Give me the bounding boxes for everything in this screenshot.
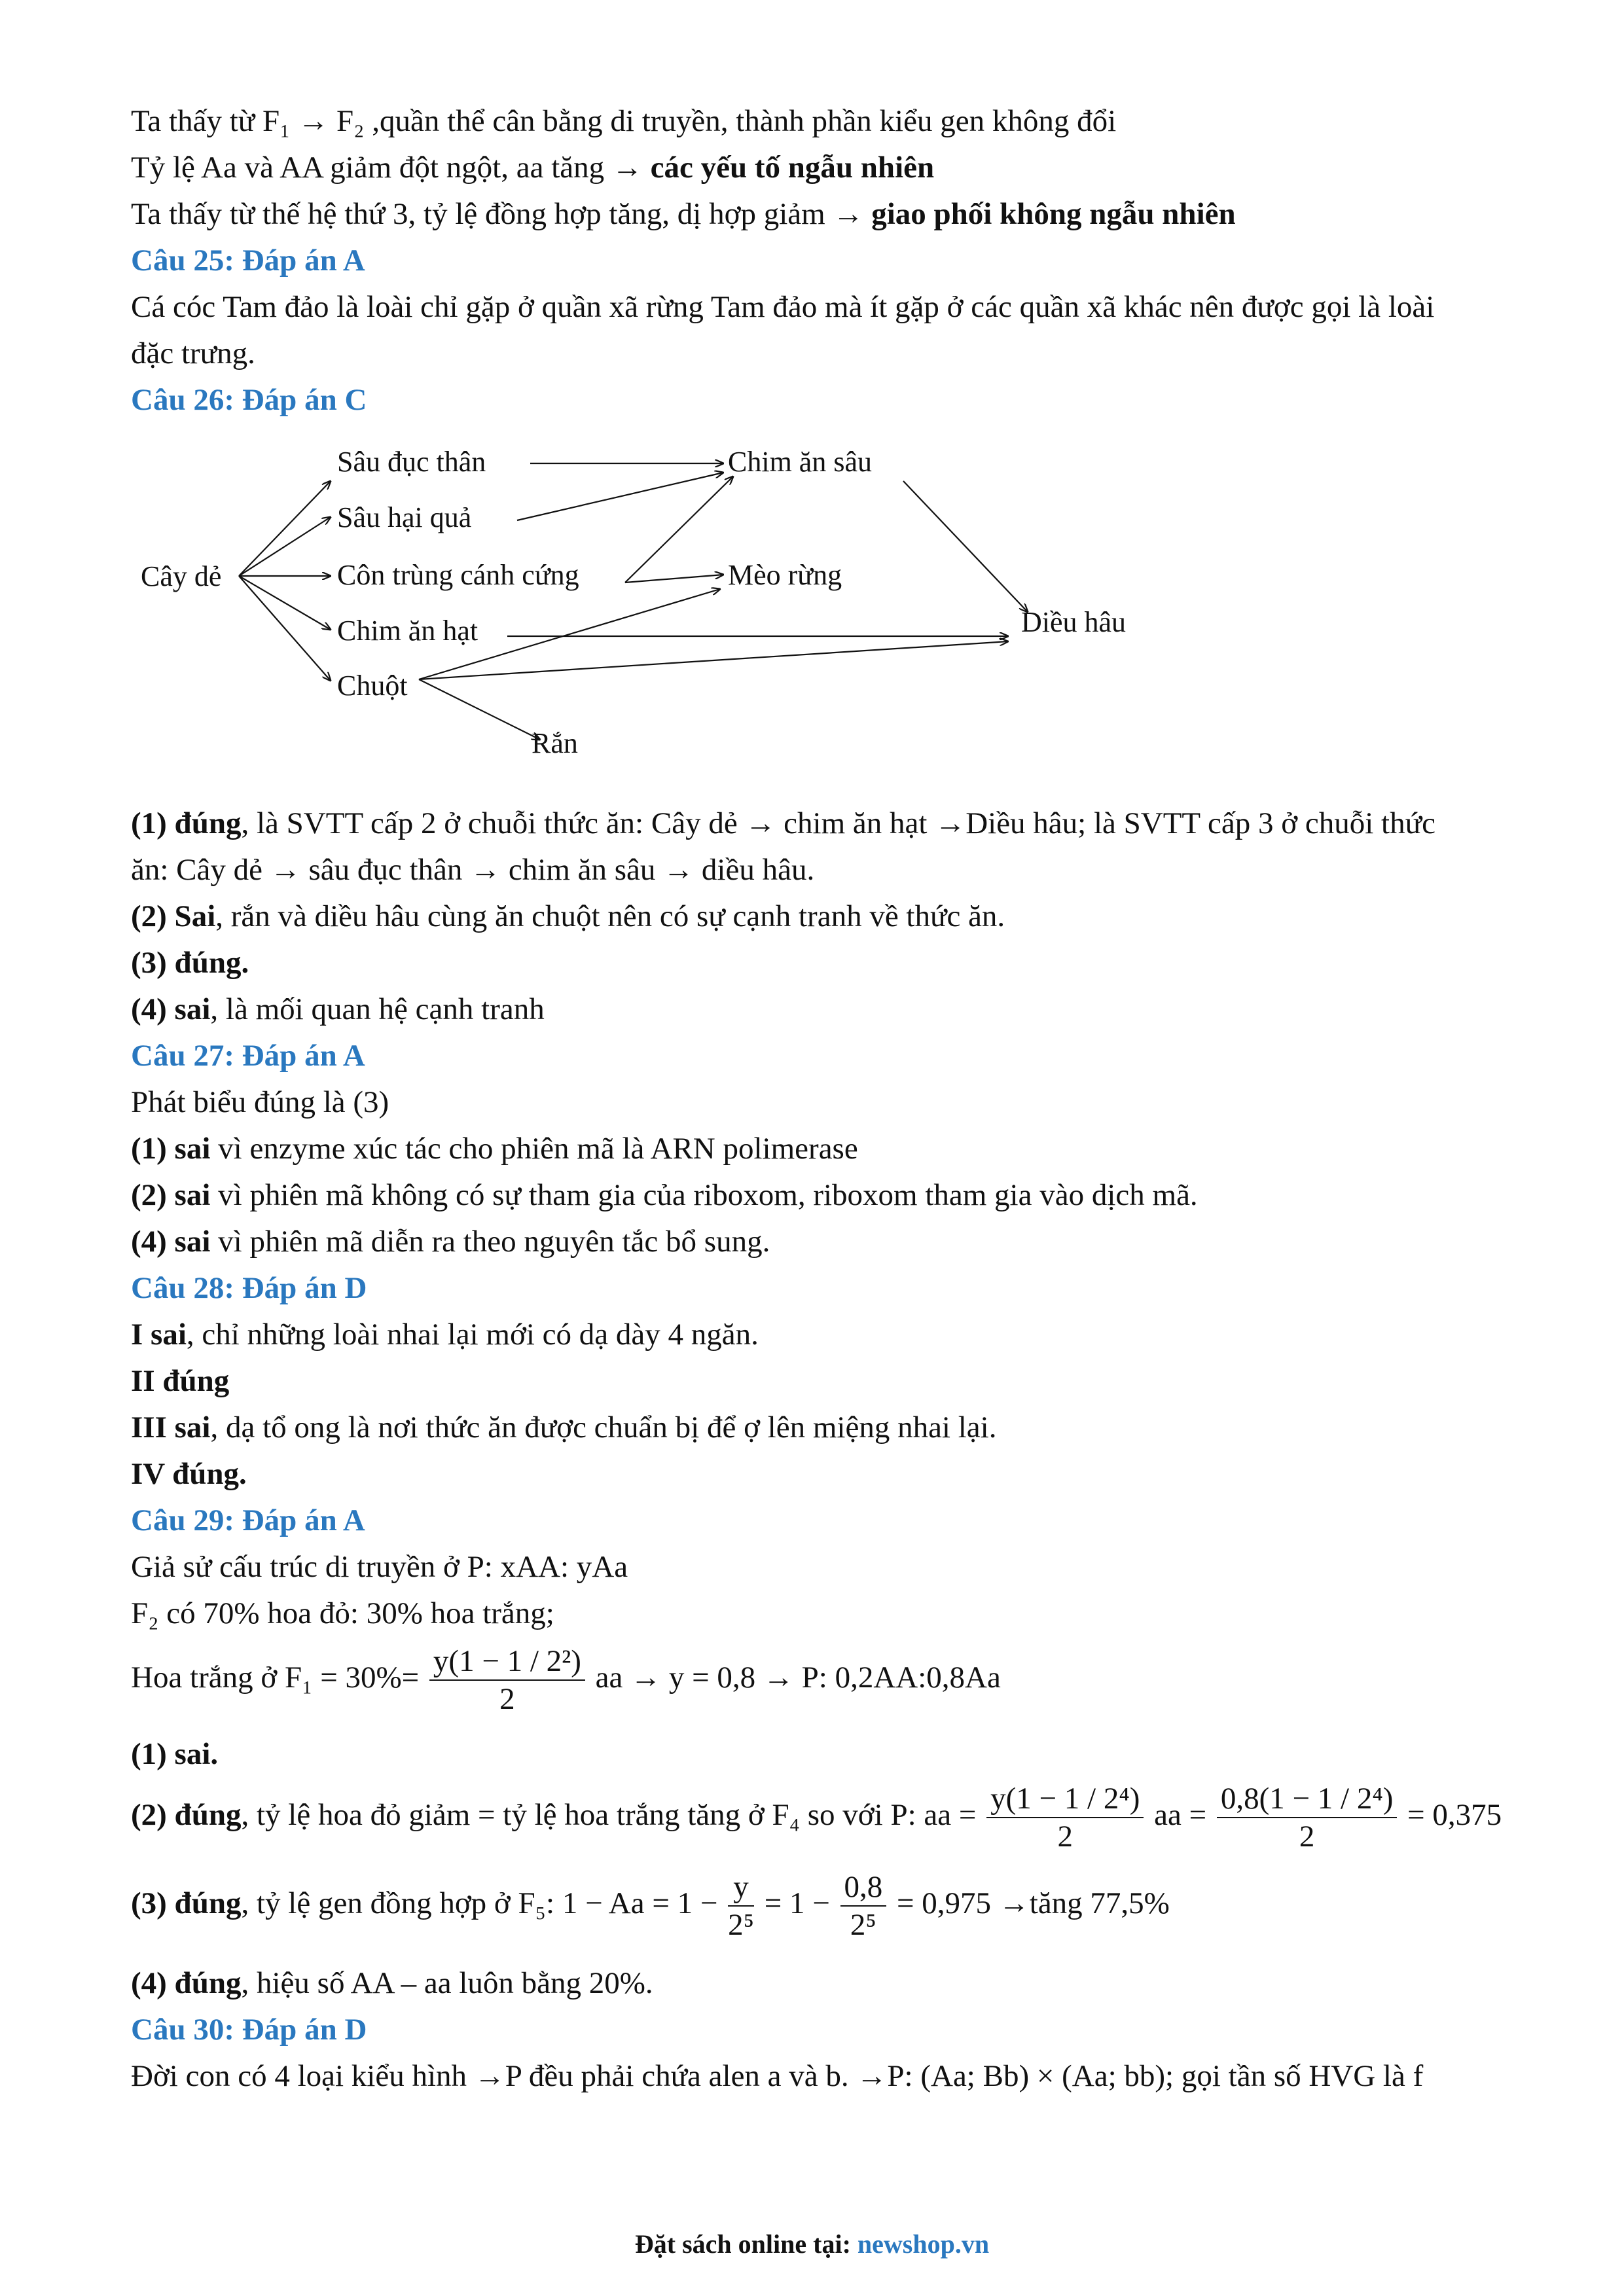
fraction: $\frac{\text{0,8(1 − 1 / 2⁴)}}{2}$ (1217, 1780, 1398, 1855)
text-line: F₂ có 70% hoa đỏ: 30% hoa trắng; (131, 1596, 554, 1630)
fraction: $\frac{y}{\text{2⁵}}$ (728, 1870, 754, 1942)
text-line: ăn: Cây dẻ → sâu đục thân → chim ăn sâu → diều hâu. (131, 853, 815, 887)
text-line: (4) sai vì phiên mã diễn ra theo nguyên tắc bổ sung. (131, 1225, 770, 1259)
formula-line: Hoa trắng ở F₁ = 30%= $\frac{\text{y(1 − 1 / 2²)}}{2}$ aa → y = 0,8 → P: 0,2AA:0,8Aa (131, 1644, 1001, 1716)
text-line: (2) Sai, rắn và diều hâu cùng ăn chuột nên có sự cạnh tranh về thức ăn. (131, 899, 1005, 933)
node-chim-an-hat: Chim ăn hạt (337, 615, 478, 647)
formula-line: (3) đúng, tỷ lệ gen đồng hợp ở F₅: 1 − Aa = 1 − $\frac{y}{\text{2⁵}}$ = 1 − $\frac{0,8}{\text{2⁵}}$ = 0,975 →tăng 77,5% (131, 1870, 1170, 1942)
text-line: I sai, chỉ những loài nhai lại mới có dạ dày 4 ngăn. (131, 1318, 759, 1352)
node-sau-duc-than: Sâu đục thân (337, 446, 486, 478)
formula-line: (2) đúng, tỷ lệ hoa đỏ giảm = tỷ lệ hoa trắng tăng ở F₄ so với P: aa = $\frac{\text{y(1 − 1 / 2⁴)}}{2}$ aa = $\frac{\text{0,8(1 − 1 / 2⁴)}}{2}$ = 0,375 (131, 1782, 1502, 1854)
text-line: Tỷ lệ Aa và AA giảm đột ngột, aa tăng → các yếu tố ngẫu nhiên (131, 151, 935, 185)
question-30-heading: Câu 30: Đáp án D (131, 2013, 367, 2047)
fraction: $\frac{\text{y(1 − 1 / 2²)}}{2}$ (429, 1643, 585, 1717)
text-line: Giả sử cấu trúc di truyền ở P: xAA: yAa (131, 1550, 628, 1584)
text-line: III sai, dạ tổ ong là nơi thức ăn được chuẩn bị để ợ lên miệng nhai lại. (131, 1410, 997, 1444)
text-line: Cá cóc Tam đảo là loài chỉ gặp ở quần xã rừng Tam đảo mà ít gặp ở các quần xã khác nên được gọi là loài (131, 290, 1435, 324)
node-chim-an-sau: Chim ăn sâu (728, 446, 872, 478)
page-footer: Đặt sách online tại: newshop.vn (634, 2229, 990, 2259)
text-line: II đúng (131, 1364, 230, 1398)
text-line: Phát biểu đúng là (3) (131, 1085, 389, 1119)
fraction: $\frac{\text{y(1 − 1 / 2⁴)}}{2}$ (986, 1780, 1144, 1855)
text-line: (1) đúng, là SVTT cấp 2 ở chuỗi thức ăn: Cây dẻ → chim ăn hạt →Diều hâu; là SVTT cấp 3 ở chuỗi thức (131, 806, 1435, 840)
footer-link[interactable]: newshop.vn (857, 2229, 990, 2259)
question-27-heading: Câu 27: Đáp án A (131, 1039, 365, 1073)
node-con-trung: Côn trùng cánh cứng (337, 559, 579, 591)
node-sau-hai-qua: Sâu hại quả (337, 501, 472, 533)
question-28-heading: Câu 28: Đáp án D (131, 1271, 367, 1305)
node-dieu-hau: Diều hâu (1021, 606, 1127, 638)
text-line: Đời con có 4 loại kiểu hình →P đều phải chứa alen a và b. →P: (Aa; Bb) × (Aa; bb); gọi tần số HVG là f (131, 2059, 1424, 2093)
question-25-heading: Câu 25: Đáp án A (131, 243, 365, 278)
text-line: (2) sai vì phiên mã không có sự tham gia của riboxom, riboxom tham gia vào dịch mã. (131, 1178, 1198, 1212)
text-line: Ta thấy từ F₁ → F₂ ,quần thể cân bằng di truyền, thành phần kiểu gen không đổi (131, 104, 1117, 138)
fraction: $\frac{0,8}{\text{2⁵}}$ (840, 1869, 887, 1943)
question-26-heading: Câu 26: Đáp án C (131, 383, 367, 417)
text-line: (1) sai vì enzyme xúc tác cho phiên mã là ARN polimerase (131, 1132, 858, 1166)
node-ran: Rắn (532, 727, 578, 759)
text-line: (4) đúng, hiệu số AA – aa luôn bằng 20%. (131, 1966, 653, 2000)
text-line: (4) sai, là mối quan hệ cạnh tranh (131, 992, 545, 1026)
text-line: (1) sai. (131, 1737, 219, 1771)
node-cay-de: Cây dẻ (141, 560, 222, 592)
node-chuot: Chuột (337, 670, 408, 702)
question-29-heading: Câu 29: Đáp án A (131, 1503, 365, 1537)
text-line: (3) đúng. (131, 946, 249, 980)
text-line: Ta thấy từ thế hệ thứ 3, tỷ lệ đồng hợp tăng, dị hợp giảm → giao phối không ngẫu nhiên (131, 197, 1236, 231)
text-line: đặc trưng. (131, 336, 255, 370)
node-meo-rung: Mèo rừng (728, 559, 842, 591)
text-line: IV đúng. (131, 1457, 247, 1491)
